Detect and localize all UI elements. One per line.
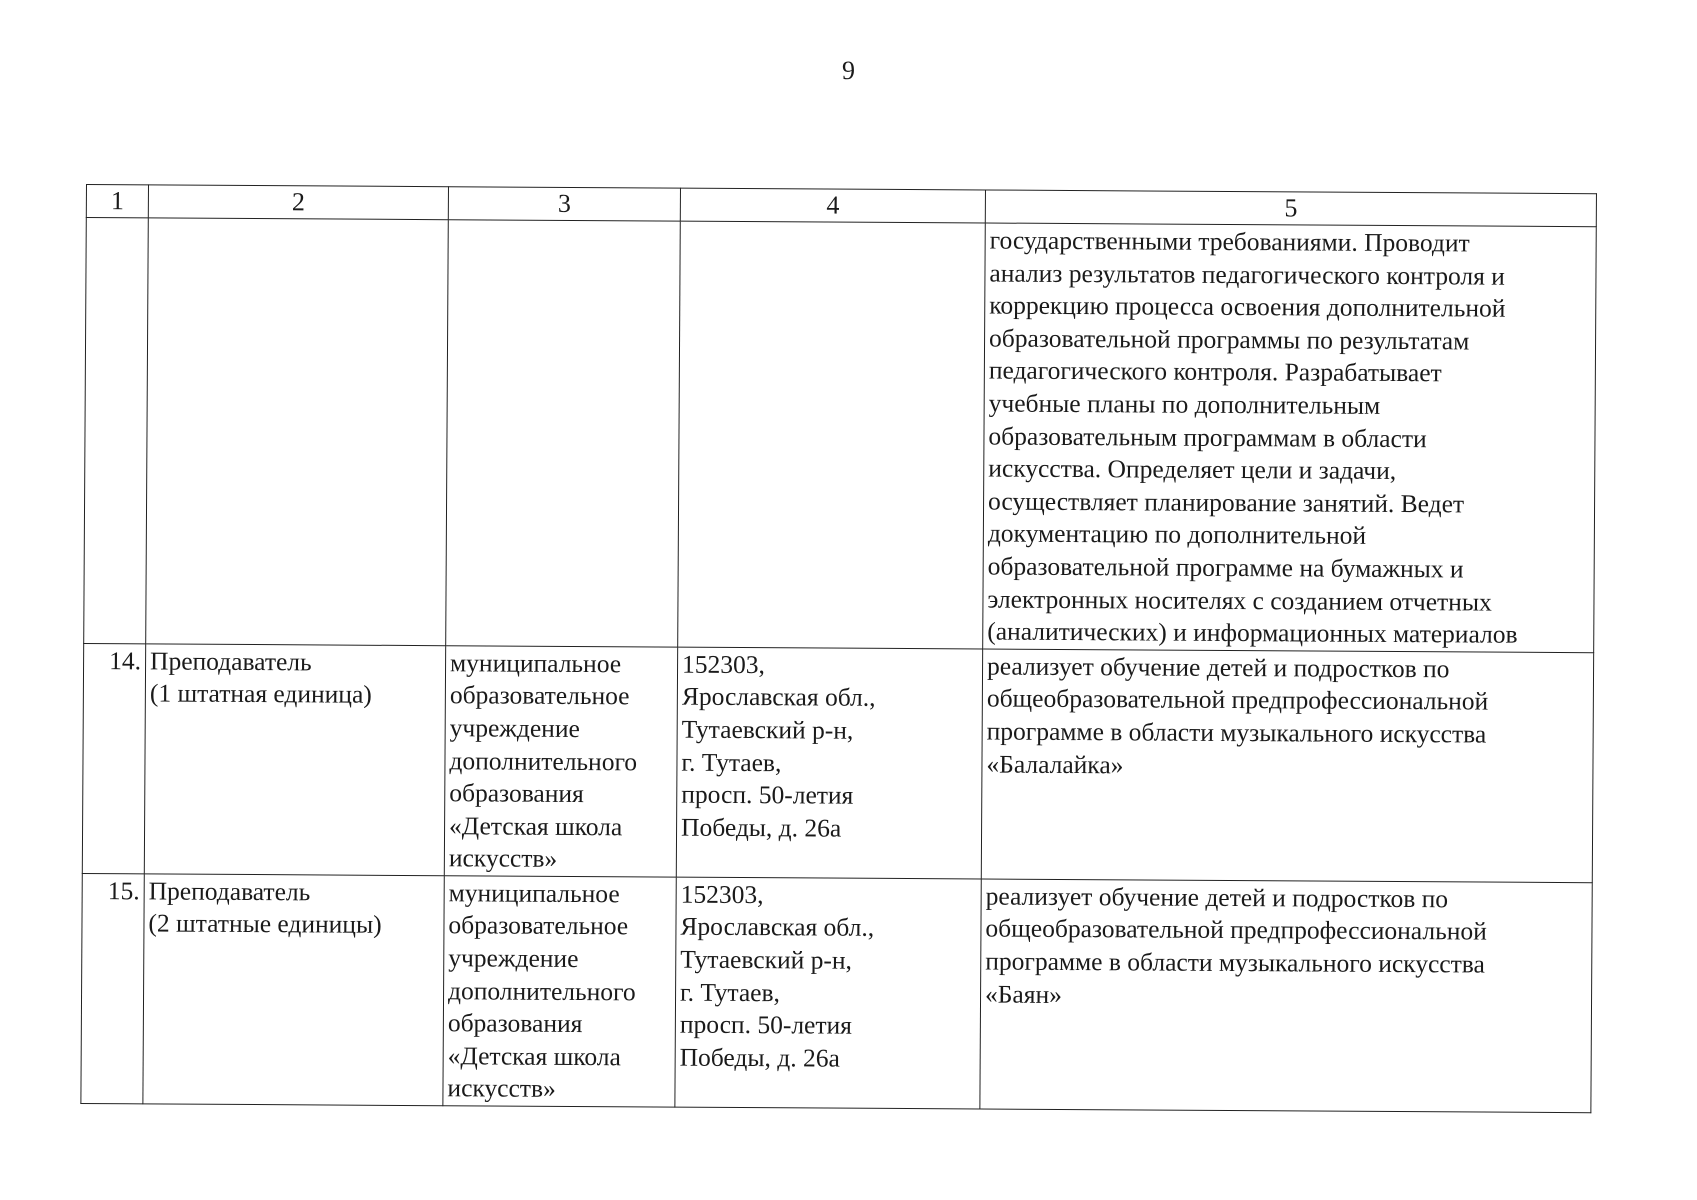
- row-number-cell: 14.: [82, 643, 145, 874]
- page-number: 9: [842, 56, 855, 85]
- row-number-cell: 15.: [81, 873, 144, 1104]
- column-number-2: 2: [148, 185, 448, 220]
- position-cell: Преподаватель (2 штатные единицы): [143, 874, 444, 1106]
- description-cell: реализует обучение детей и подростков по общеобразовательной предпрофессиональной программе в области музыкального искусства «Балалайка»: [981, 649, 1593, 883]
- column-number-1: 1: [86, 185, 148, 218]
- table-row: [81, 873, 1592, 1112]
- organization-cell: [446, 220, 681, 647]
- table-row-continued: [84, 218, 1597, 653]
- position-cell: [146, 218, 449, 646]
- address-cell: [678, 221, 986, 649]
- column-number-4: 4: [680, 188, 985, 223]
- table-row: [82, 643, 1593, 882]
- row-number-cell: [84, 218, 149, 644]
- column-number-5: 5: [985, 190, 1596, 227]
- address-cell: 152303, Ярославская обл., Тутаевский р-н, г. Тутаев, просп. 50-летия Победы, д. 26а: [676, 647, 982, 879]
- organization-cell: муниципальное образовательное учреждение дополнительного образования «Детская школа искусств»: [443, 876, 676, 1108]
- description-cell: государственными требованиями. Проводит анализ результатов педагогического контроля и коррекцию процесса освоения дополнительной образовательной программы по результатам педагогического контроля. Разрабатывает учебные планы по дополнительным образовательным программам в области искусства. Определяет цели и задачи, осуществляет планирование занятий. Ведет документацию по дополнительной образовательной программе на бумажных и электронных носителях с созданием отчетных (аналитических) и информационных материалов: [983, 223, 1597, 652]
- column-number-3: 3: [448, 187, 680, 221]
- position-cell: Преподаватель (1 штатная единица): [144, 644, 445, 876]
- organization-cell: муниципальное образовательное учреждение дополнительного образования «Детская школа искусств»: [444, 645, 677, 877]
- description-cell: реализует обучение детей и подростков по общеобразовательной предпрофессиональной программе в области музыкального искусства «Баян»: [980, 879, 1592, 1113]
- staff-table: [80, 184, 1597, 1113]
- address-cell: 152303, Ярославская обл., Тутаевский р-н, г. Тутаев, просп. 50-летия Победы, д. 26а: [675, 877, 981, 1109]
